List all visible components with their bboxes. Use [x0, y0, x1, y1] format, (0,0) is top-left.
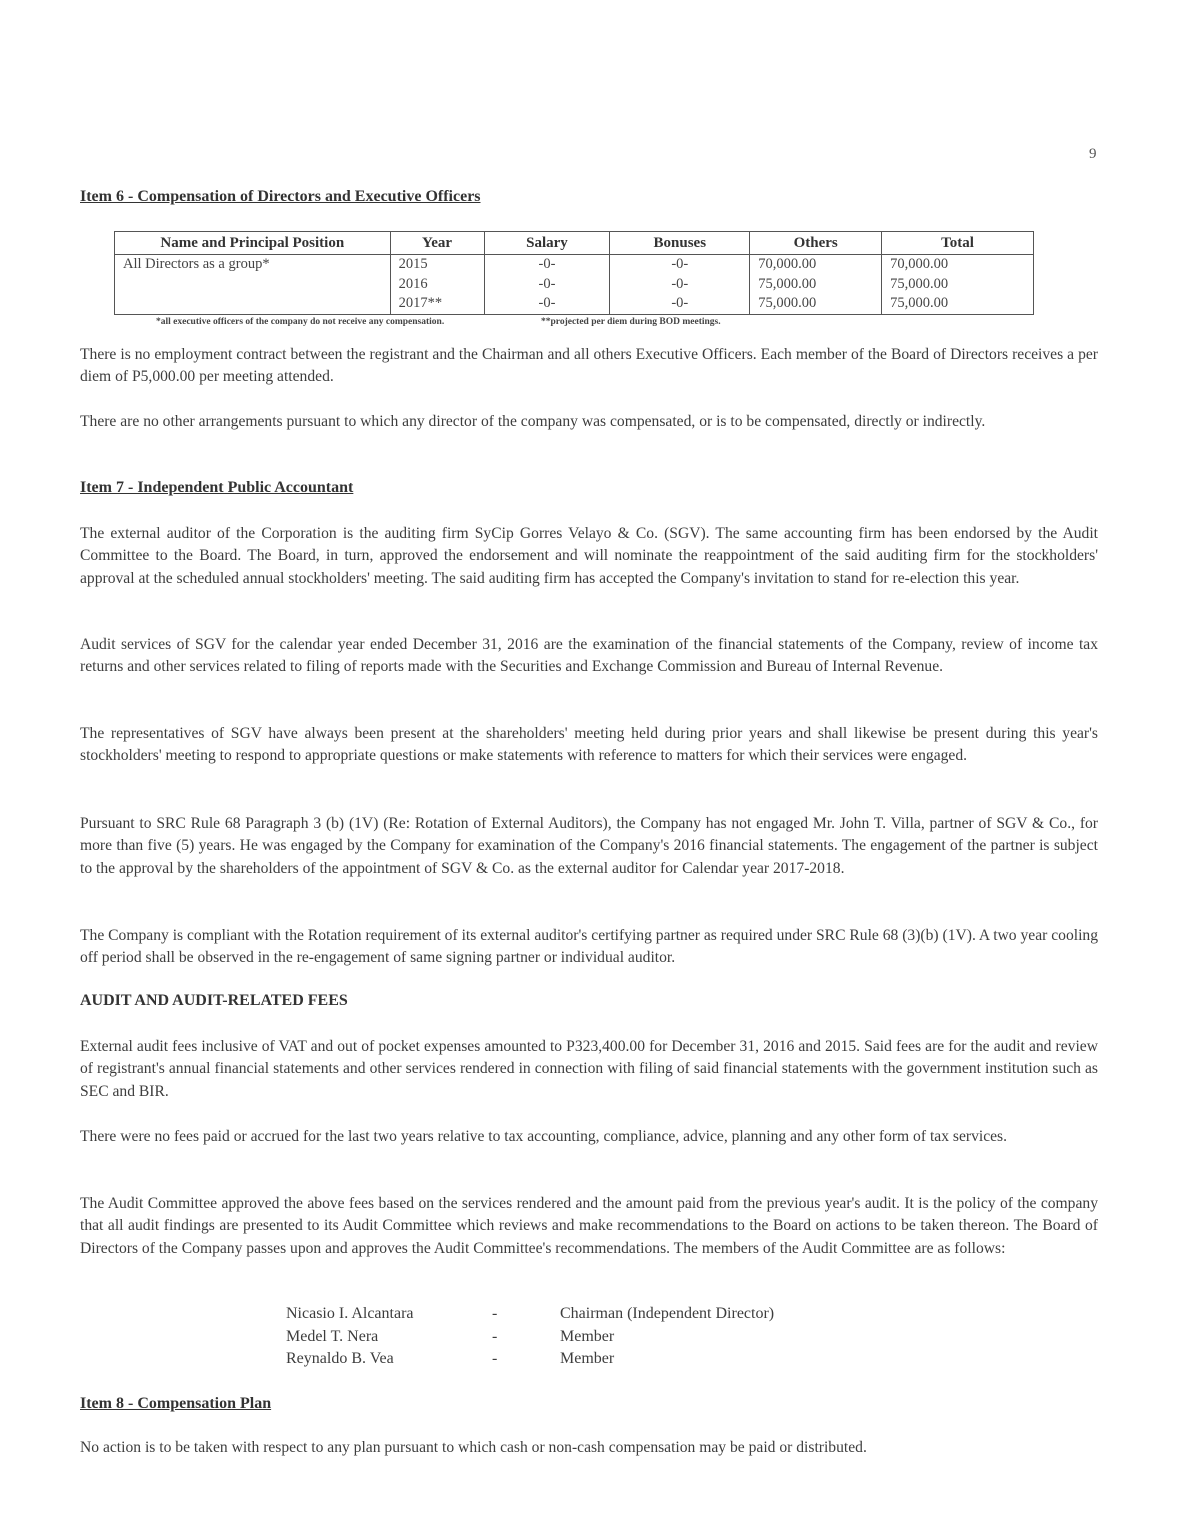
member-role: Chairman (Independent Director) — [560, 1305, 775, 1322]
table-row — [115, 294, 1034, 314]
member-name: Reynaldo B. Vea — [286, 1350, 394, 1368]
cell-salary: -0- — [484, 255, 610, 275]
compensation-table — [114, 231, 1034, 315]
col-header-bonuses: Bonuses — [610, 232, 750, 255]
cell-others: 70,000.00 — [750, 255, 882, 275]
table-footnote-1: *all executive officers of the company do not receive any compensation. — [156, 317, 445, 327]
col-header-others: Others — [750, 232, 882, 255]
col-header-name: Name and Principal Position — [115, 232, 391, 255]
cell-year: 2017** — [390, 294, 484, 314]
cell-others: 75,000.00 — [750, 294, 882, 314]
table-row — [115, 255, 1034, 275]
item7-heading: Item 7 - Independent Public Accountant — [80, 479, 354, 496]
table-header-row — [115, 232, 1034, 255]
cell-salary: -0- — [484, 294, 610, 314]
separator-dash: - — [492, 1327, 498, 1345]
item6-heading: Item 6 - Compensation of Directors and Executive Officers — [80, 188, 481, 205]
cell-year: 2016 — [390, 275, 484, 295]
item7-paragraph-4: Pursuant to SRC Rule 68 Paragraph 3 (b) (1V) (Re: Rotation of External Auditors), the Company has not engaged Mr. John T. Villa, partner of SGV & Co., for more than five (5) years. He was engaged by the Company for examination of the Company's 2016 financial statements. The engagement of the partner is subject to the approval by the shareholders of the appointment of SGV & Co. as the external auditor for Calendar year 2017-2018. — [80, 815, 1098, 877]
audit-fees-paragraph-2: There were no fees paid or accrued for the last two years relative to tax accounting, compliance, advice, planning and any other form of tax services. — [80, 1128, 1008, 1145]
group-label: All Directors as a group* — [115, 255, 391, 275]
item7-paragraph-2: Audit services of SGV for the calendar year ended December 31, 2016 are the examination of the financial statements of the Company, review of income tax returns and other services related to filing of reports made with the Securities and Exchange Commission and Bureau of Internal Revenue. — [80, 636, 1098, 676]
item8-paragraph-1: No action is to be taken with respect to any plan pursuant to which cash or non-cash compensation may be paid or distributed. — [80, 1439, 867, 1456]
cell-total: 70,000.00 — [882, 255, 1034, 275]
member-name: Nicasio I. Alcantara — [286, 1305, 414, 1322]
member-name: Medel T. Nera — [286, 1327, 379, 1345]
item6-paragraph-1: There is no employment contract between the registrant and the Chairman and all others Executive Officers. Each member of the Board of Directors receives a per diem of P5,000.00 per meeting attended. — [80, 346, 1098, 386]
cell-bonuses: -0- — [610, 255, 750, 275]
cell-total: 75,000.00 — [882, 294, 1034, 314]
cell-total: 75,000.00 — [882, 275, 1034, 295]
cell-empty — [115, 275, 391, 295]
cell-bonuses: -0- — [610, 294, 750, 314]
separator-dash: - — [492, 1305, 498, 1322]
cell-others: 75,000.00 — [750, 275, 882, 295]
audit-fees-paragraph-1: External audit fees inclusive of VAT and out of pocket expenses amounted to P323,400.00 for December 31, 2016 and 2015. Said fees are for the audit and review of registrant's annual financial statements and other services rendered in connection with filing of said financial statements with the government institution such as SEC and BIR. — [80, 1038, 1098, 1100]
separator-dash: - — [492, 1350, 498, 1368]
member-role: Member — [560, 1350, 615, 1368]
table-footnote-2: **projected per diem during BOD meetings. — [541, 317, 721, 327]
item7-paragraph-5: The Company is compliant with the Rotation requirement of its external auditor's certifying partner as required under SRC Rule 68 (3)(b) (1V). A two year cooling off period shall be observed in the re-engagement of same signing partner or individual auditor. — [80, 927, 1098, 967]
cell-salary: -0- — [484, 275, 610, 295]
item8-heading: Item 8 - Compensation Plan — [80, 1395, 272, 1412]
item7-paragraph-3: The representatives of SGV have always been present at the shareholders' meeting held during prior years and shall likewise be present during this year's stockholders' meeting to respond to appropriate questions or make statements with reference to matters for which their services were engaged. — [80, 725, 1098, 765]
table-row — [115, 275, 1034, 295]
col-header-year: Year — [390, 232, 484, 255]
cell-bonuses: -0- — [610, 275, 750, 295]
cell-empty — [115, 294, 391, 314]
page-number: 9 — [1089, 146, 1097, 162]
audit-fees-paragraph-3: The Audit Committee approved the above fees based on the services rendered and the amount paid from the previous year's audit. It is the policy of the company that all audit findings are presented to its Audit Committee which reviews and make recommendations to the Board on actions to be taken thereon. The Board of Directors of the Company passes upon and approves the Audit Committee's recommendations. The members of the Audit Committee are as follows: — [80, 1195, 1098, 1257]
member-role: Member — [560, 1327, 615, 1345]
item7-paragraph-1: The external auditor of the Corporation is the auditing firm SyCip Gorres Velayo & Co. (SGV). The same accounting firm has been endorsed by the Audit Committee to the Board. The Board, in turn, approved the endorsement and will nominate the reappointment of the said auditing firm for the stockholders' approval at the scheduled annual stockholders' meeting. The said auditing firm has accepted the Company's invitation to stand for re-election this year. — [80, 525, 1098, 587]
col-header-total: Total — [882, 232, 1034, 255]
cell-year: 2015 — [390, 255, 484, 275]
audit-fees-heading: AUDIT AND AUDIT-RELATED FEES — [80, 992, 348, 1009]
col-header-salary: Salary — [484, 232, 610, 255]
item6-paragraph-2: There are no other arrangements pursuant to which any director of the company was compensated, or is to be compensated, directly or indirectly. — [80, 413, 986, 430]
